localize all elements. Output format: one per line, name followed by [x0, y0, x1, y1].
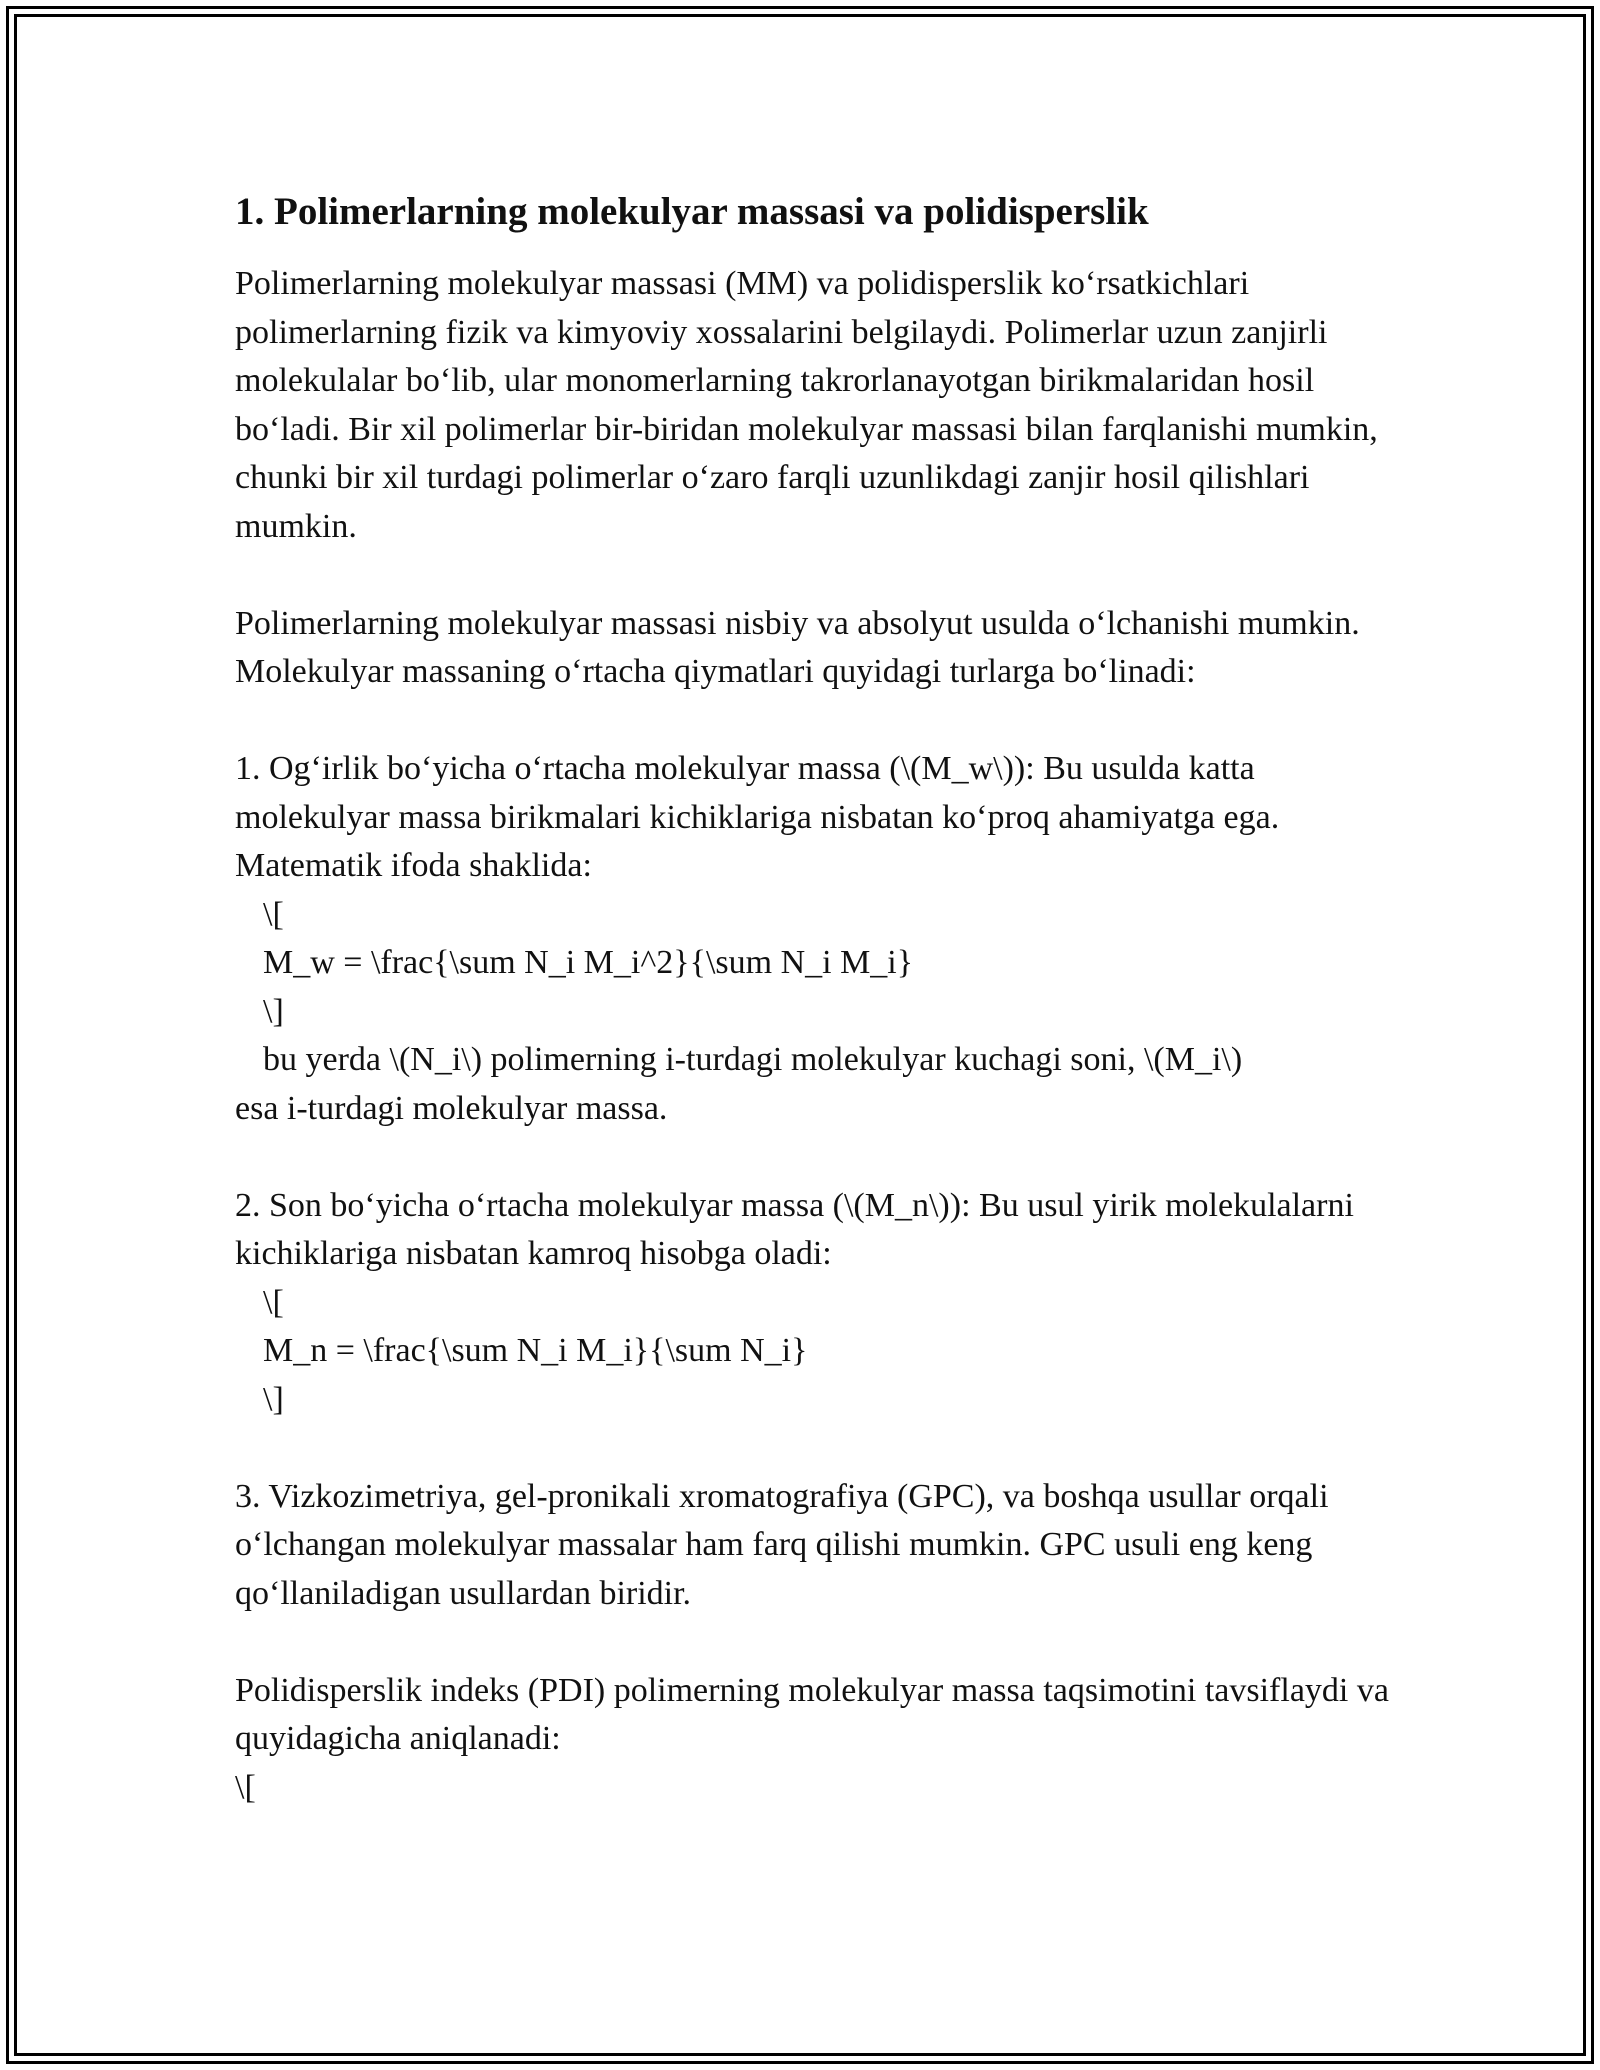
paragraph-gap — [235, 697, 1395, 746]
list-item-number-average: 2. Son bo‘yicha o‘rtacha molekulyar massa (\(M_n\)): Bu usul yirik molekulalarni kichiklariga nisbatan kamroq hisobga oladi: — [235, 1186, 1363, 1272]
list-item-methods: 3. Vizkozimetriya, gel-pronikali xromatografiya (GPC), va boshqa usullar orqali o‘lchangan molekulyar massalar ham farq qilishi mumkin. GPC usuli eng keng qo‘llaniladigan usullardan biridir. — [235, 1477, 1338, 1612]
formula-note-line: bu yerda \(N_i\) polimerning i-turdagi molekulyar kuchagi soni, \(M_i\) — [263, 1041, 1243, 1078]
paragraph-gap — [235, 1133, 1395, 1182]
formula-close-delimiter: \] — [263, 992, 284, 1030]
formula-open-delimiter: \[ — [263, 1283, 284, 1321]
list-item-weight-average: 1. Og‘irlik bo‘yicha o‘rtacha molekulyar massa (\(M_w\)): Bu usulda katta molekulyar massa birikmalari kichiklariga nisbatan ko‘proq ahamiyatga ega. Matematik ifoda shaklida: — [235, 750, 1288, 884]
section-heading: 1. Polimerlarning molekulyar massasi va polidisperslik — [235, 190, 1149, 233]
formula-close-delimiter: \] — [263, 1380, 284, 1418]
paragraph-gap — [235, 1618, 1395, 1667]
document-body — [235, 186, 1398, 1812]
formula-mn: M_n = \frac{\sum N_i M_i}{\sum N_i} — [263, 1332, 808, 1369]
paragraph-gap — [235, 1424, 1395, 1473]
paragraph-measurement: Polimerlarning molekulyar massasi nisbiy va absolyut usulda o‘lchanishi mumkin. Molekulyar massaning o‘rtacha qiymatlari quyidagi turlarga bo‘linadi: — [235, 604, 1369, 690]
formula-mw: M_w = \frac{\sum N_i M_i^2}{\sum N_i M_i} — [263, 944, 914, 981]
formula-note-line: esa i-turdagi molekulyar massa. — [235, 1089, 668, 1127]
paragraph-intro: Polimerlarning molekulyar massasi (MM) va polidisperslik ko‘rsatkichlari polimerlarning fizik va kimyoviy xossalarini belgilaydi. Polimerlar uzun zanjirli molekulalar bo‘lib, ular monomerlarning takrorlanayotgan birikmalaridan hosil bo‘ladi. Bir xil polimerlar bir-biridan molekulyar massasi bilan farqlanishi mumkin, chunki bir xil turdagi polimerlar o‘zaro farqli uzunlikdagi zanjir hosil qilishlari mumkin. — [235, 265, 1387, 545]
paragraph-pdi: Polidisperslik indeks (PDI) polimerning molekulyar massa taqsimotini tavsiflaydi va quyidagicha aniqlanadi: — [235, 1671, 1398, 1757]
formula-open-delimiter: \[ — [263, 895, 284, 933]
paragraph-gap — [235, 551, 1395, 600]
formula-open-delimiter: \[ — [235, 1768, 256, 1806]
